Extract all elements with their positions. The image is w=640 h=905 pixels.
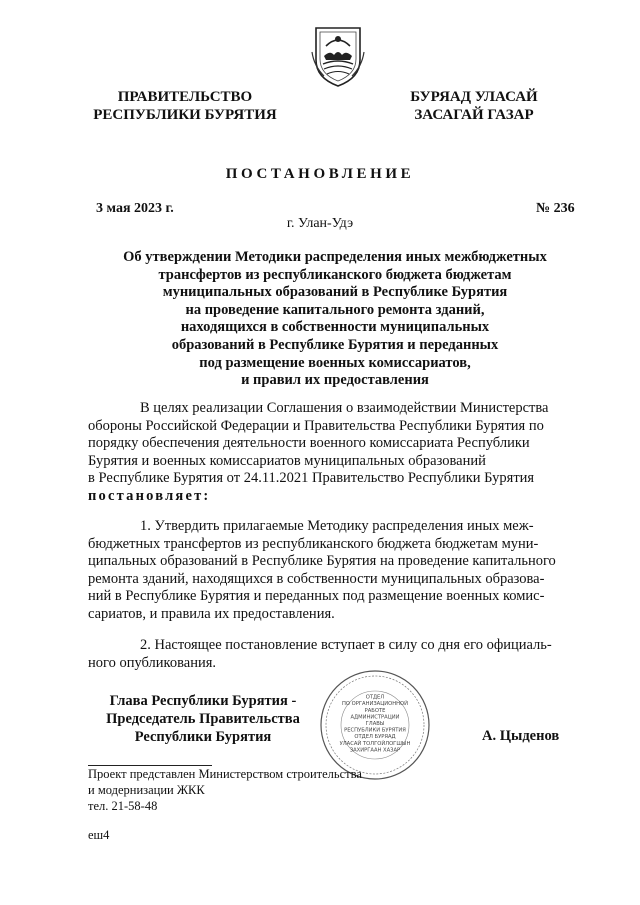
stamp-icon bbox=[318, 668, 432, 782]
stamp-text-line: ЗАХИРГААН ХАЗАР bbox=[349, 747, 401, 754]
document-title bbox=[100, 249, 570, 390]
body-line bbox=[88, 553, 577, 571]
footer-line: тел. 21-58-48 bbox=[88, 799, 158, 813]
stamp-text-line: ГЛАВЫ bbox=[365, 721, 385, 727]
footer-line: Проект представлен Министерством строительства bbox=[88, 767, 362, 781]
title-line: Об утверждении Методики распределения иных межбюджетных bbox=[123, 249, 547, 265]
government-name-russian bbox=[80, 88, 290, 124]
title-line: муниципальных образований в Республике Бурятия bbox=[162, 284, 508, 301]
line-text: ного опубликования. bbox=[88, 654, 217, 671]
line-text: обороны Российской Федерации и Правительства Республики Бурятия по bbox=[88, 417, 544, 434]
footer-note bbox=[88, 766, 362, 814]
svg-text:ОТДЕЛПО ОРГАНИЗАЦИОННОЙРАБОТЕА bbox=[340, 695, 411, 754]
stamp-text-line: УЛАСАЙ ТОЛГОЙЛОГШЫН bbox=[339, 740, 411, 747]
line-text: Бурятия и военных комиссариатов муниципальных образований bbox=[88, 452, 486, 469]
body-line bbox=[88, 488, 577, 506]
org-line: РЕСПУБЛИКИ БУРЯТИЯ bbox=[93, 107, 277, 123]
body-line bbox=[88, 606, 577, 624]
body-line bbox=[88, 536, 577, 554]
title-line: и правил их предоставления bbox=[241, 372, 429, 389]
document-code: еш4 bbox=[88, 828, 110, 842]
document-date: 3 мая 2023 г. bbox=[96, 201, 174, 216]
line-text: ний в Республике Бурятия и переданных под размещение военных комис- bbox=[88, 588, 545, 605]
stamp-text-line: ОТДЕЛ БУРЯАД bbox=[354, 734, 396, 741]
org-line: ЗАСАГАЙ ГАЗАР bbox=[414, 107, 534, 123]
title-line: под размещение военных комиссариатов, bbox=[199, 354, 471, 371]
position-line: Председатель Правительства bbox=[106, 711, 300, 727]
document-city: г. Улан-Удэ bbox=[286, 216, 354, 231]
stamp-text-line: РАБОТЕ bbox=[364, 707, 386, 714]
stamp-text-line: ПО ОРГАНИЗАЦИОННОЙ bbox=[342, 701, 408, 708]
body-line bbox=[88, 453, 577, 471]
stamp-text-line: АДМИНИСТРАЦИИ bbox=[350, 714, 400, 721]
decree-word: постановляет: bbox=[88, 487, 211, 504]
line-text: 1. Утвердить прилагаемые Методику распределения иных меж- bbox=[140, 518, 534, 534]
position-line: Глава Республики Бурятия - bbox=[109, 693, 297, 709]
signatory-name: А. Цыденов bbox=[482, 728, 560, 744]
body-line bbox=[88, 518, 577, 536]
body-line bbox=[88, 400, 577, 418]
line-text: ципальных образований в Республике Бурятия на проведение капитального bbox=[88, 553, 556, 570]
line-text: в Республике Бурятия от 24.11.2021 Правительство Республики Бурятия bbox=[88, 470, 535, 487]
body-line bbox=[88, 470, 577, 488]
line-text: порядку обеспечения деятельности военного комиссариата Республики bbox=[88, 435, 530, 452]
body-line bbox=[88, 588, 577, 606]
body-line bbox=[88, 571, 577, 589]
coat-of-arms-emblem bbox=[310, 22, 366, 88]
org-line: ПРАВИТЕЛЬСТВО bbox=[117, 89, 253, 105]
footer-line: и модернизации ЖКК bbox=[88, 783, 205, 797]
stamp-text-line: ОТДЕЛ bbox=[365, 694, 385, 701]
line-text: 2. Настоящее постановление вступает в силу со дня его официаль- bbox=[140, 637, 552, 653]
body-line bbox=[88, 418, 577, 436]
line-text: сариатов, и правила их предоставления. bbox=[88, 605, 335, 622]
position-line: Республики Бурятия bbox=[134, 729, 272, 745]
line-text: бюджетных трансфертов из республиканского бюджета бюджетам муни- bbox=[88, 535, 539, 552]
item-2-paragraph bbox=[88, 637, 577, 672]
preamble-paragraph bbox=[88, 400, 577, 506]
line-text: В целях реализации Соглашения о взаимодействии Министерства bbox=[140, 400, 549, 416]
body-line bbox=[88, 637, 577, 655]
stamp-text-line: РЕСПУБЛИКИ БУРЯТИЯ bbox=[344, 727, 406, 734]
org-line: БУРЯАД УЛАСАЙ bbox=[410, 89, 538, 105]
line-text: ремонта зданий, находящихся в собственности муниципальных образова- bbox=[88, 570, 545, 587]
item-1-paragraph bbox=[88, 518, 577, 624]
government-name-buryat bbox=[380, 88, 568, 124]
title-line: находящихся в собственности муниципальных bbox=[180, 319, 490, 336]
document-number: № 236 bbox=[536, 201, 575, 216]
official-stamp bbox=[318, 668, 432, 782]
signatory-position bbox=[84, 692, 322, 746]
document-type: ПОСТАНОВЛЕНИЕ bbox=[225, 166, 415, 182]
coat-of-arms-icon bbox=[310, 22, 366, 88]
title-line: трансфертов из республиканского бюджета бюджетам bbox=[158, 266, 512, 283]
body-line bbox=[88, 435, 577, 453]
title-line: образований в Республике Бурятия и переданных bbox=[171, 336, 499, 353]
title-line: на проведение капитального ремонта зданий, bbox=[185, 301, 485, 318]
